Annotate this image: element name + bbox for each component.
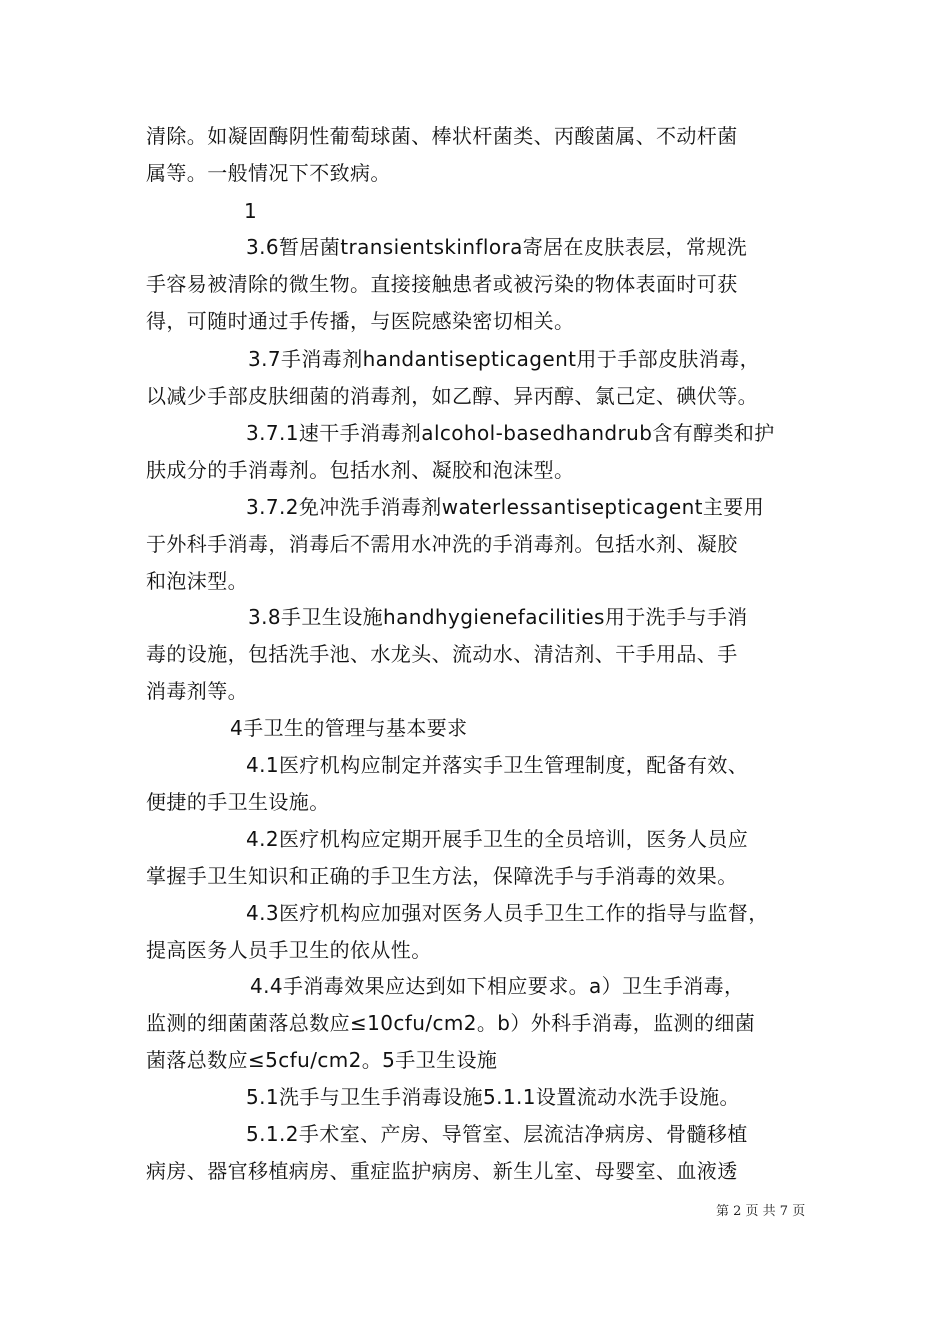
text-line: 毒的设施，包括洗手池、水龙头、流动水、清洁剂、干手用品、手 [146, 642, 738, 666]
text-line: 3.7.2免冲洗手消毒剂waterlessantisepticagent主要用 [246, 495, 765, 519]
text-line: 清除。如凝固酶阴性葡萄球菌、棒状杆菌类、丙酸菌属、不动杆菌 [146, 124, 738, 148]
paragraph-4-4 [146, 968, 814, 1079]
paragraph-3-6 [146, 229, 814, 340]
paragraph-3-7-1 [146, 415, 814, 489]
text-line: 4.2医疗机构应定期开展手卫生的全员培训，医务人员应 [246, 827, 749, 851]
text-line: 掌握手卫生知识和正确的手卫生方法，保障洗手与手消毒的效果。 [146, 864, 738, 888]
text-line: 菌落总数应≤5cfu/cm2。5手卫生设施 [146, 1048, 498, 1072]
text-line: 消毒剂等。 [146, 679, 248, 703]
text-line: 病房、器官移植病房、重症监护病房、新生儿室、母婴室、血液透 [146, 1159, 738, 1183]
footnote-marker [244, 193, 912, 230]
text-line: 4.3医疗机构应加强对医务人员手卫生工作的指导与监督， [246, 901, 769, 925]
text-line: 4手卫生的管理与基本要求 [230, 716, 468, 740]
text-line: 提高医务人员手卫生的依从性。 [146, 938, 432, 962]
text-line: 于外科手消毒，消毒后不需用水冲洗的手消毒剂。包括水剂、凝胶 [146, 532, 738, 556]
paragraph-5-1 [146, 1079, 814, 1116]
text-line: 4.1医疗机构应制定并落实手卫生管理制度，配备有效、 [246, 753, 749, 777]
text-line: 监测的细菌菌落总数应≤10cfu/cm2。b）外科手消毒，监测的细菌 [146, 1011, 756, 1035]
page-number-footer: 第 2 页 共 7 页 [716, 1204, 806, 1219]
text-line: 3.7.1速干手消毒剂alcohol-basedhandrub含有醇类和护 [246, 421, 775, 445]
text-line: 3.7手消毒剂handantisepticagent用于手部皮肤消毒， [248, 347, 761, 371]
paragraph-3-7 [146, 341, 814, 415]
text-line: 3.8手卫生设施handhygienefacilities用于洗手与手消 [248, 605, 748, 629]
paragraph-intro [146, 118, 814, 192]
text-line: 手容易被清除的微生物。直接接触患者或被污染的物体表面时可获 [146, 272, 738, 296]
text-line: 4.4手消毒效果应达到如下相应要求。a）卫生手消毒， [250, 974, 745, 998]
section-heading-4 [146, 710, 814, 747]
paragraph-4-3 [146, 895, 814, 969]
text-line: 1 [244, 199, 258, 223]
text-line: 便捷的手卫生设施。 [146, 790, 330, 814]
paragraph-5-1-2 [146, 1116, 814, 1190]
text-line: 属等。一般情况下不致病。 [146, 161, 391, 185]
text-line: 以减少手部皮肤细菌的消毒剂，如乙醇、异丙醇、氯己定、碘伏等。 [146, 384, 758, 408]
paragraph-3-7-2 [146, 489, 814, 600]
text-line: 5.1.2手术室、产房、导管室、层流洁净病房、骨髓移植 [246, 1122, 748, 1146]
text-line: 和泡沫型。 [146, 569, 248, 593]
text-line: 肤成分的手消毒剂。包括水剂、凝胶和泡沫型。 [146, 458, 575, 482]
paragraph-3-8 [146, 599, 814, 710]
paragraph-4-2 [146, 821, 814, 895]
text-line: 5.1洗手与卫生手消毒设施5.1.1设置流动水洗手设施。 [246, 1085, 740, 1109]
paragraph-4-1 [146, 747, 814, 821]
text-line: 3.6暂居菌transientskinflora寄居在皮肤表层，常规洗 [246, 235, 748, 259]
text-line: 得，可随时通过手传播，与医院感染密切相关。 [146, 309, 575, 333]
